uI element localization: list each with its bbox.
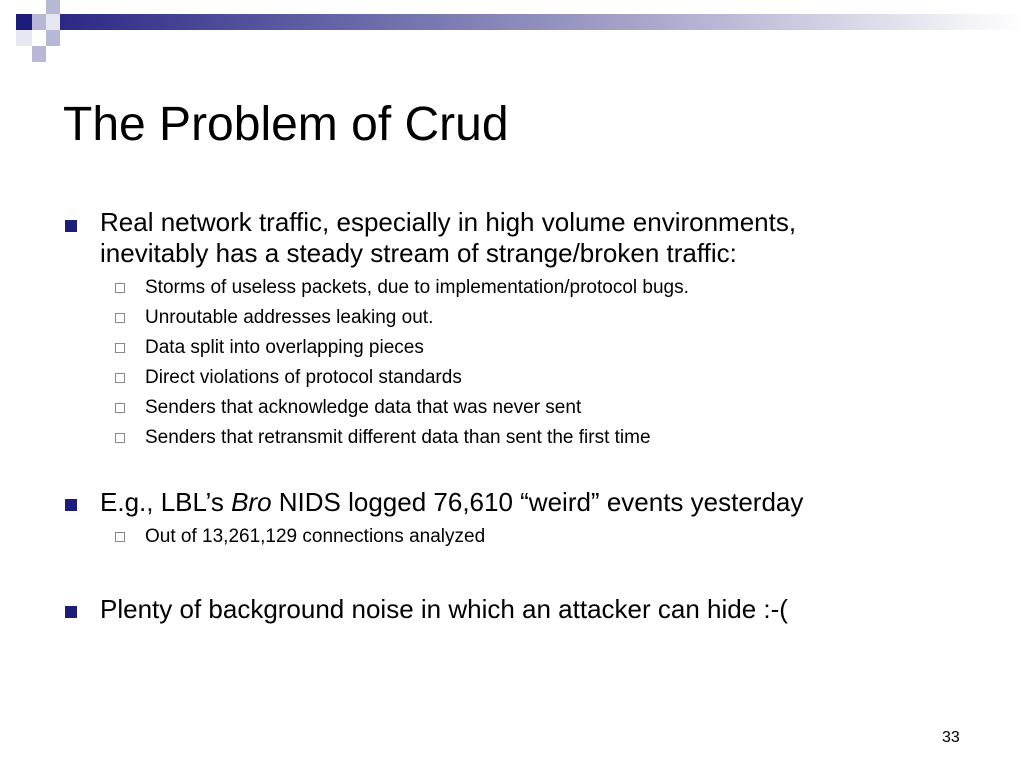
slide-title: The Problem of Crud xyxy=(63,98,509,151)
sub-bullet-box-icon xyxy=(115,403,125,413)
bullet-text: Plenty of background noise in which an attacker can hide :-( xyxy=(100,594,788,624)
bullet-text-italic: Bro xyxy=(231,487,272,517)
bullet-square-icon xyxy=(65,499,77,511)
bullet-square-icon xyxy=(65,220,77,232)
sub-bullet-box-icon xyxy=(115,313,125,323)
header-decoration xyxy=(0,0,1024,70)
bullet-square-icon xyxy=(65,606,77,618)
header-square xyxy=(16,14,32,30)
sub-bullet-text: Data split into overlapping pieces xyxy=(145,337,424,358)
header-square xyxy=(32,46,46,62)
page-number: 33 xyxy=(942,729,960,746)
sub-bullet-text: Storms of useless packets, due to implementation/protocol bugs. xyxy=(145,277,689,298)
bullet-text-part: E.g., LBL’s xyxy=(100,487,232,517)
bullet-text xyxy=(100,487,803,518)
bullet-text-part: NIDS logged 76,610 “weird” events yesterday xyxy=(271,487,804,517)
header-square xyxy=(46,14,60,30)
sub-bullet-text: Senders that retransmit different data than sent the first time xyxy=(145,427,651,448)
sub-bullet-box-icon xyxy=(115,433,125,443)
sub-bullet-box-icon xyxy=(115,343,125,353)
sub-bullet-text: Out of 13,261,129 connections analyzed xyxy=(145,526,486,547)
sub-bullet-text: Unroutable addresses leaking out. xyxy=(145,307,434,328)
bullet-text-continued: inevitably has a steady stream of strange/broken traffic: xyxy=(100,238,737,268)
sub-bullet-box-icon xyxy=(115,373,125,383)
header-square xyxy=(46,0,60,14)
sub-bullet-box-icon xyxy=(115,532,125,542)
sub-bullet-text: Senders that acknowledge data that was never sent xyxy=(145,397,582,418)
sub-bullet-text: Direct violations of protocol standards xyxy=(145,367,462,388)
bullet-text: Real network traffic, especially in high volume environments, xyxy=(100,207,797,237)
sub-bullet-box-icon xyxy=(115,283,125,293)
header-gradient-band xyxy=(60,14,1024,30)
header-square xyxy=(16,30,32,46)
header-square xyxy=(46,30,60,46)
header-square xyxy=(32,14,46,30)
